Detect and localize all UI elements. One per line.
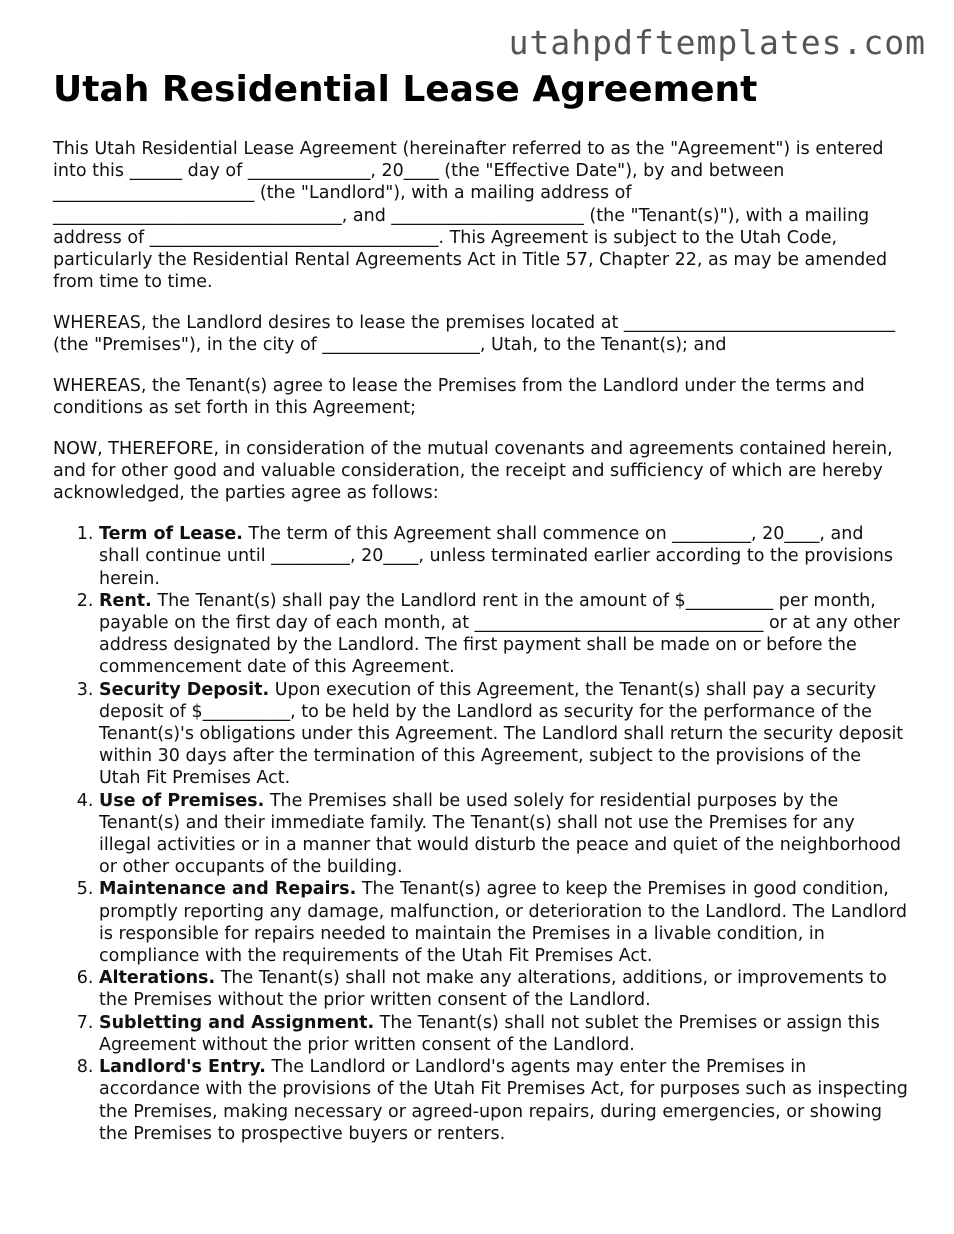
whereas-premises-paragraph: WHEREAS, the Landlord desires to lease the premises located at _______________________________ (the "Premises"), in the city of __________________, Utah, to the Tenant(s); and (53, 313, 896, 356)
term-text: The term of this Agreement shall commence on _________, 20____, and shall continue until _________, 20____, unless terminated earlier according to the provisions herein. (99, 524, 894, 589)
document-title: Utah Residential Lease Agreement (53, 69, 758, 110)
now-therefore-paragraph: NOW, THEREFORE, in consideration of the mutual covenants and agreements contained herein, and for other good and valuable consideration, the receipt and sufficiency of which are hereby acknowledged, the parties agree as follows: (53, 439, 893, 504)
term-title: Term of Lease. (99, 524, 243, 545)
terms-list (53, 523, 908, 1145)
term-title: Rent. (99, 590, 152, 611)
term-text: The Tenant(s) agree to keep the Premises in good condition, promptly reporting any damage, malfunction, or deterioration to the Landlord. The Landlord is responsible for repairs needed to maintain the Premises in a livable condition, in compliance with the requirements of the Utah Fit Premises Act. (99, 879, 907, 967)
term-item (99, 1056, 908, 1145)
term-item (99, 790, 908, 879)
site-watermark: utahpdftemplates.com (508, 23, 926, 62)
term-text: The Landlord or Landlord's agents may enter the Premises in accordance with the provisions of the Utah Fit Premises Act, for purposes such as inspecting the Premises, making necessary or agreed-upon repairs, during emergencies, or showing the Premises to prospective buyers or renters. (99, 1057, 908, 1144)
term-item (99, 523, 908, 590)
term-item (99, 1012, 908, 1056)
term-text: The Tenant(s) shall not make any alterations, additions, or improvements to the Premises without the prior written consent of the Landlord. (99, 968, 887, 1011)
term-text: The Premises shall be used solely for residential purposes by the Tenant(s) and their immediate family. The Tenant(s) shall not use the Premises for any illegal activities or in a manner that would disturb the peace and quiet of the neighborhood or other occupants of the building. (99, 790, 901, 878)
term-title: Use of Premises. (99, 790, 265, 811)
term-title: Landlord's Entry. (99, 1057, 266, 1078)
intro-paragraph: This Utah Residential Lease Agreement (hereinafter referred to as the "Agreement") is entered into this ______ day of ______________, 20____ (the "Effective Date"), by and between _______________________ (the "Landlord"), with a mailing address of _________________________________, and ______________________ (the "Tenant(s)"), with a mailing address of _________________________________. This Agreement is subject to the Utah Code, particularly the Residential Rental Agreements Act in Title 57, Chapter 22, as may be amended from time to time. (53, 139, 888, 293)
term-text: Upon execution of this Agreement, the Tenant(s) shall pay a security deposit of $__________, to be held by the Landlord as security for the performance of the Tenant(s)'s obligations under this Agreement. The Landlord shall return the security deposit within 30 days after the termination of this Agreement, subject to the provisions of the Utah Fit Premises Act. (99, 679, 904, 789)
term-title: Maintenance and Repairs. (99, 879, 357, 900)
term-item (99, 590, 908, 679)
term-text: The Tenant(s) shall not sublet the Premises or assign this Agreement without the prior written consent of the Landlord. (99, 1012, 880, 1055)
document-body (53, 138, 908, 1145)
term-item (99, 878, 908, 967)
whereas-tenant-paragraph: WHEREAS, the Tenant(s) agree to lease the Premises from the Landlord under the terms and conditions as set forth in this Agreement; (53, 376, 865, 419)
term-text: The Tenant(s) shall pay the Landlord rent in the amount of $__________ per month, payable on the first day of each month, at _________________________________ or at any other address designated by the Landlord. The first payment shall be made on or before the commencement date of this Agreement. (99, 590, 900, 678)
term-title: Alterations. (99, 968, 216, 989)
term-title: Subletting and Assignment. (99, 1012, 375, 1033)
term-item (99, 967, 908, 1011)
term-title: Security Deposit. (99, 679, 270, 700)
term-item (99, 679, 908, 790)
